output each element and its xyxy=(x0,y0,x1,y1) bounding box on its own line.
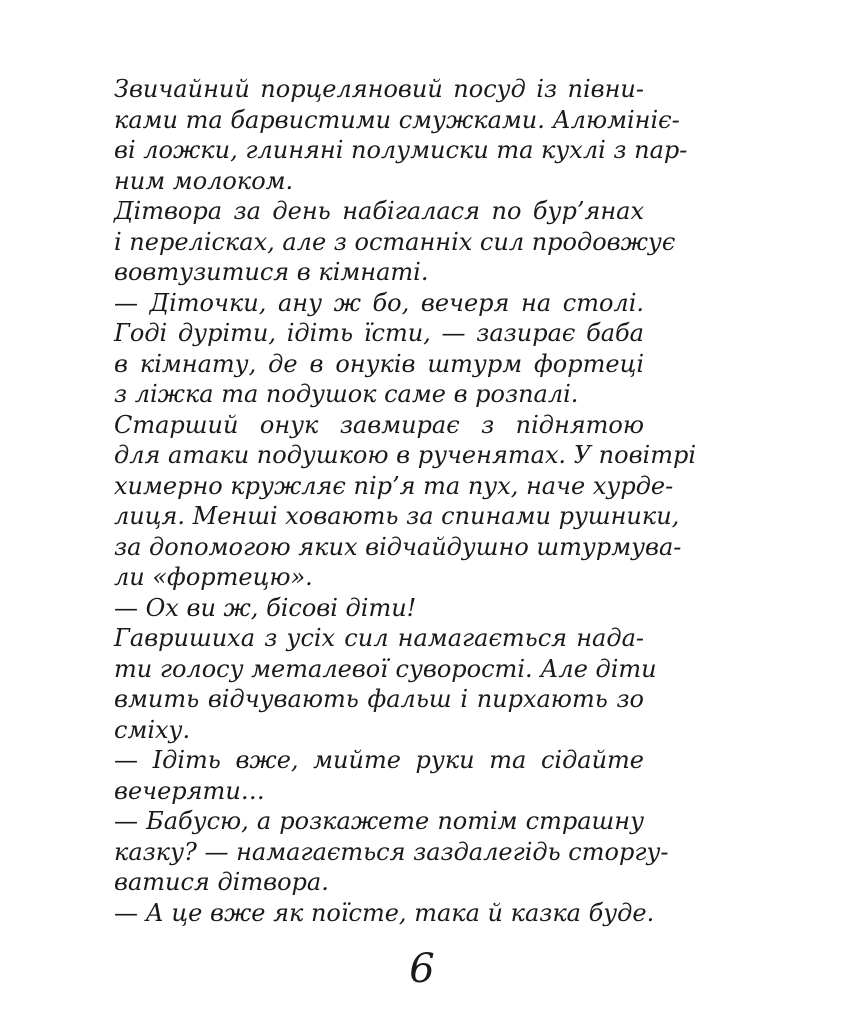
text-line: Дітвора за день набігалася по бур’янах xyxy=(114,197,644,225)
text-line: Старший онук завмирає з піднятою xyxy=(114,410,644,439)
text-line: ватися дітвора. xyxy=(114,868,329,896)
text-line: вечеряти… xyxy=(114,776,265,805)
text-line: Звичайний порцеляновий посуд із півни- xyxy=(114,75,644,103)
text-line: — Діточки, ану ж бо, вечеря на столі. xyxy=(114,288,644,317)
text-line: Годі дуріти, ідіть їсти, — зазирає баба xyxy=(114,319,644,347)
text-line: сміху. xyxy=(114,715,191,744)
text-line: вмить відчувають фальш і пирхають зо xyxy=(114,685,644,713)
text-line: ти голосу металевої суворості. Але діти xyxy=(114,654,657,683)
text-line: ками та барвистими смужками. Алюмініє- xyxy=(114,105,680,134)
text-line: — Ох ви ж, бісові діти! xyxy=(114,593,417,622)
text-line: — А це вже як поїсте, така й казка буде. xyxy=(114,898,655,927)
text-line: вовтузитися в кімнаті. xyxy=(114,258,429,286)
text-line: за допомогою яких відчайдушно штурмува- xyxy=(114,532,682,561)
body-text xyxy=(114,74,697,928)
text-line: для атаки подушкою в рученятах. У повітрі xyxy=(114,441,697,469)
page-number: 6 xyxy=(409,946,435,992)
text-line: з ліжка та подушок саме в розпалі. xyxy=(114,380,579,408)
text-line: — Бабусю, а розкажете потім страшну xyxy=(114,807,644,835)
text-line: ли «фортецю». xyxy=(114,563,313,591)
text-line: казку? — намагається заздалегідь сторгу- xyxy=(114,837,669,866)
text-line: ві ложки, глиняні полумиски та кухлі з пар- xyxy=(114,136,688,164)
text-line: лиця. Менші ховають за спинами рушники, xyxy=(114,502,680,530)
text-line: ним молоком. xyxy=(114,166,294,195)
text-line: Гавришиха з усіх сил намагається нада- xyxy=(114,624,644,652)
text-line: в кімнату, де в онуків штурм фортеці xyxy=(114,349,644,378)
text-line: — Ідіть вже, мийте руки та сідайте xyxy=(114,746,644,774)
text-line: і перелісках, але з останніх сил продовжує xyxy=(114,227,676,256)
text-line: химерно кружляє пір’я та пух, наче хурде- xyxy=(114,471,674,500)
